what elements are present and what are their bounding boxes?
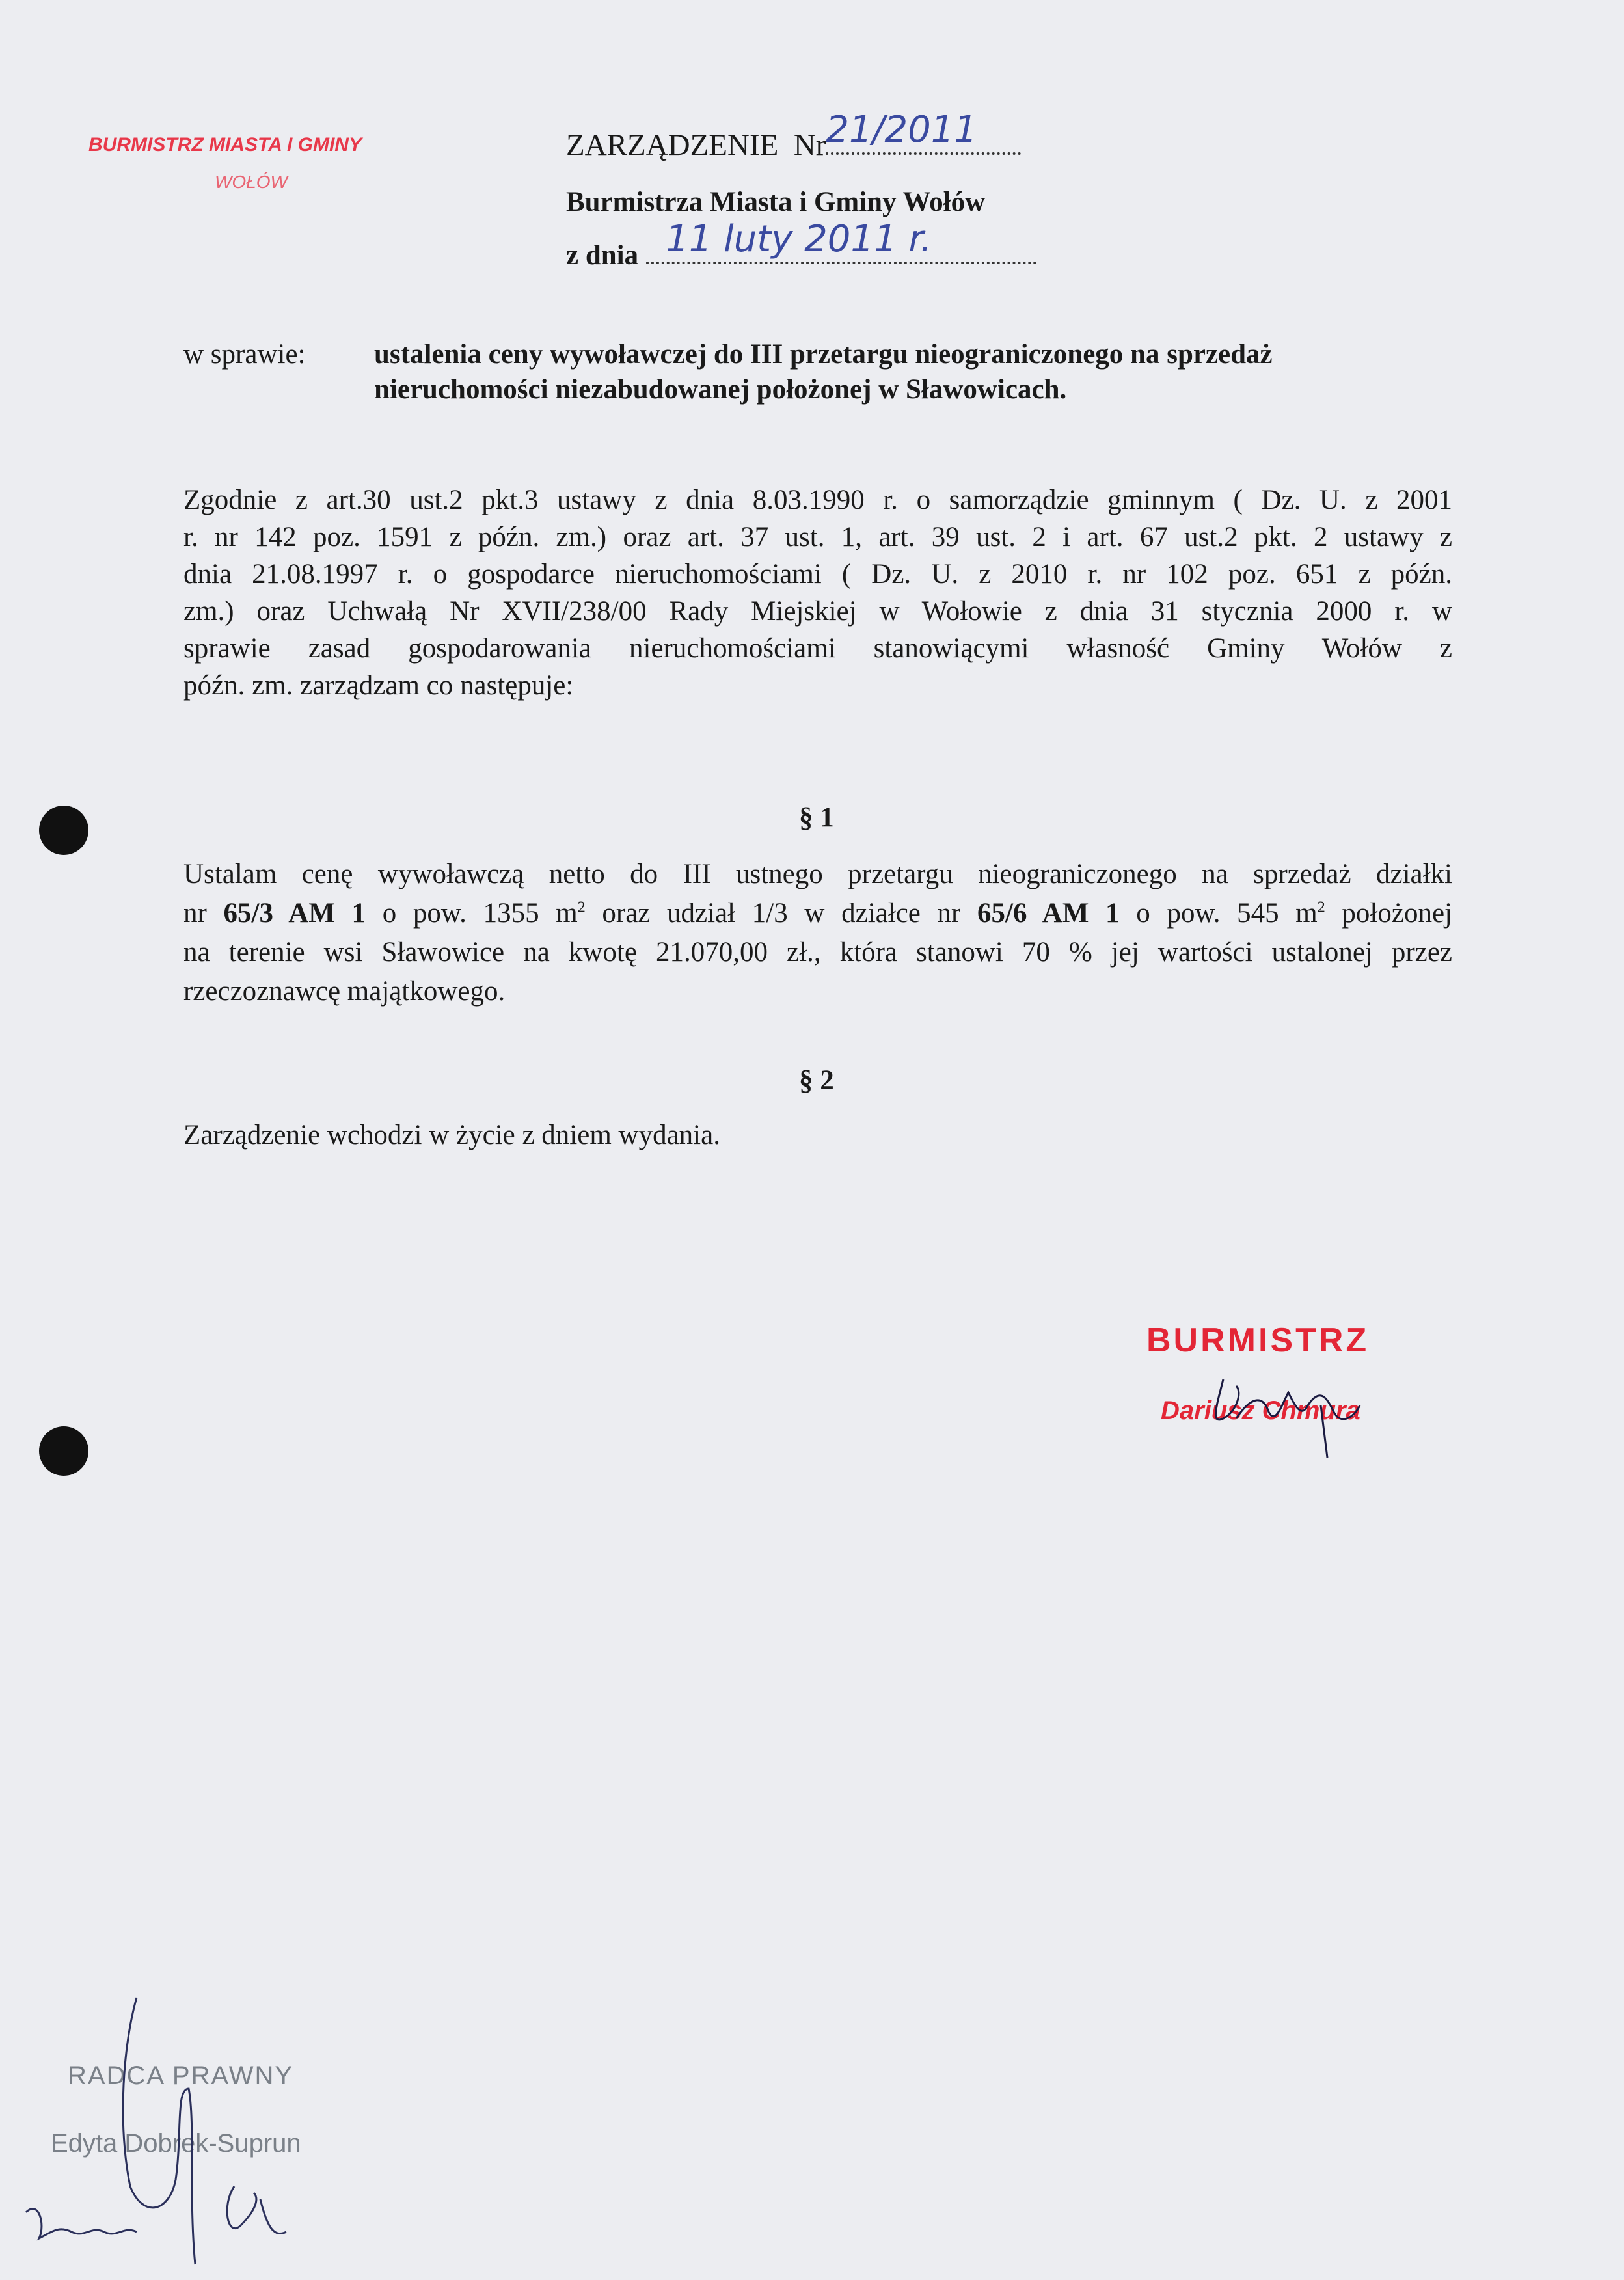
document-title [566,109,1021,163]
counsel-signature [13,1991,312,2271]
section1-line: na terenie wsi Sławowice na kwotę 21.070,00 zł., która stanowi 70 % jej wartości ustalonej przez [183,937,1452,968]
text-run: o pow. 545 m [1119,898,1318,929]
section2-text: Zarządzenie wchodzi w życie z dniem wydania. [183,1120,720,1150]
title-text: ZARZĄDZENIE [566,128,779,162]
preamble-line: dnia 21.08.1997 r. o gospodarce nieruchomościami ( Dz. U. z 2010 r. nr 102 poz. 651 z późn. [183,559,1452,590]
office-stamp-line1: BURMISTRZ MIASTA I GMINY [88,134,362,156]
section1-line: rzeczoznawcę majątkowego. [183,976,506,1007]
nr-handwritten: 21/2011 [826,109,978,151]
punch-hole [39,1426,88,1476]
text-run: nr [183,898,224,929]
date-line [566,218,1036,271]
section1-text [183,855,1452,1011]
office-stamp-line2: WOŁÓW [215,172,288,192]
date-handwritten: 11 luty 2011 r. [666,218,932,260]
preamble-line: zm.) oraz Uchwałą Nr XVII/238/00 Rady Miejskiej w Wołowie z dnia 31 stycznia 2000 r. w [183,596,1452,627]
section1-line: Ustalam cenę wywoławczą netto do III ustnego przetargu nieograniczonego na sprzedaż działki [183,859,1452,889]
section1-sign: § 1 [799,802,834,833]
subject-label: w sprawie: [183,339,306,370]
parcel-number: 65/3 AM 1 [223,898,366,929]
superscript: 2 [577,899,586,916]
section1-line [183,894,1452,933]
preamble-line: późn. zm. zarządzam co następuje: [183,670,574,701]
text-run: oraz udział 1/3 w działce nr [585,898,978,929]
preamble-line: Zgodnie z art.30 ust.2 pkt.3 ustawy z dnia 8.03.1990 r. o samorządzie gminnym ( Dz. U. z 2001 [183,485,1452,515]
preamble-line: sprawie zasad gospodarowania nieruchomościami stanowiącymi własność Gminy Wołów z [183,633,1452,664]
counsel-stamp-name: Edyta Dobrek-Suprun [51,2129,301,2158]
date-label: z dnia [566,240,639,271]
text-run: położonej [1325,898,1452,929]
preamble-line: r. nr 142 poz. 1591 z późn. zm.) oraz art. 37 ust. 1, art. 39 ust. 2 i art. 67 ust.2 pkt. 2 ustawy z [183,522,1452,552]
mayor-signature [1197,1340,1379,1471]
nr-label: Nr [793,128,826,162]
counsel-stamp-title: RADCA PRAWNY [68,2061,294,2090]
preamble [183,482,1452,704]
mayor-stamp-name: Dariusz Chmura [1161,1396,1360,1425]
punch-hole [39,806,88,855]
parcel-number: 65/6 AM 1 [977,898,1120,929]
subject-line1: ustalenia ceny wywoławczej do III przetargu nieograniczonego na sprzedaż [374,339,1273,370]
subject-line2: nieruchomości niezabudowanej położonej w Sławowicach. [374,374,1067,405]
text-run: o pow. 1355 m [366,898,578,929]
superscript: 2 [1317,899,1325,916]
issuer: Burmistrza Miasta i Gminy Wołów [566,187,986,217]
section2-sign: § 2 [799,1065,834,1096]
mayor-stamp-title: BURMISTRZ [1146,1322,1370,1359]
